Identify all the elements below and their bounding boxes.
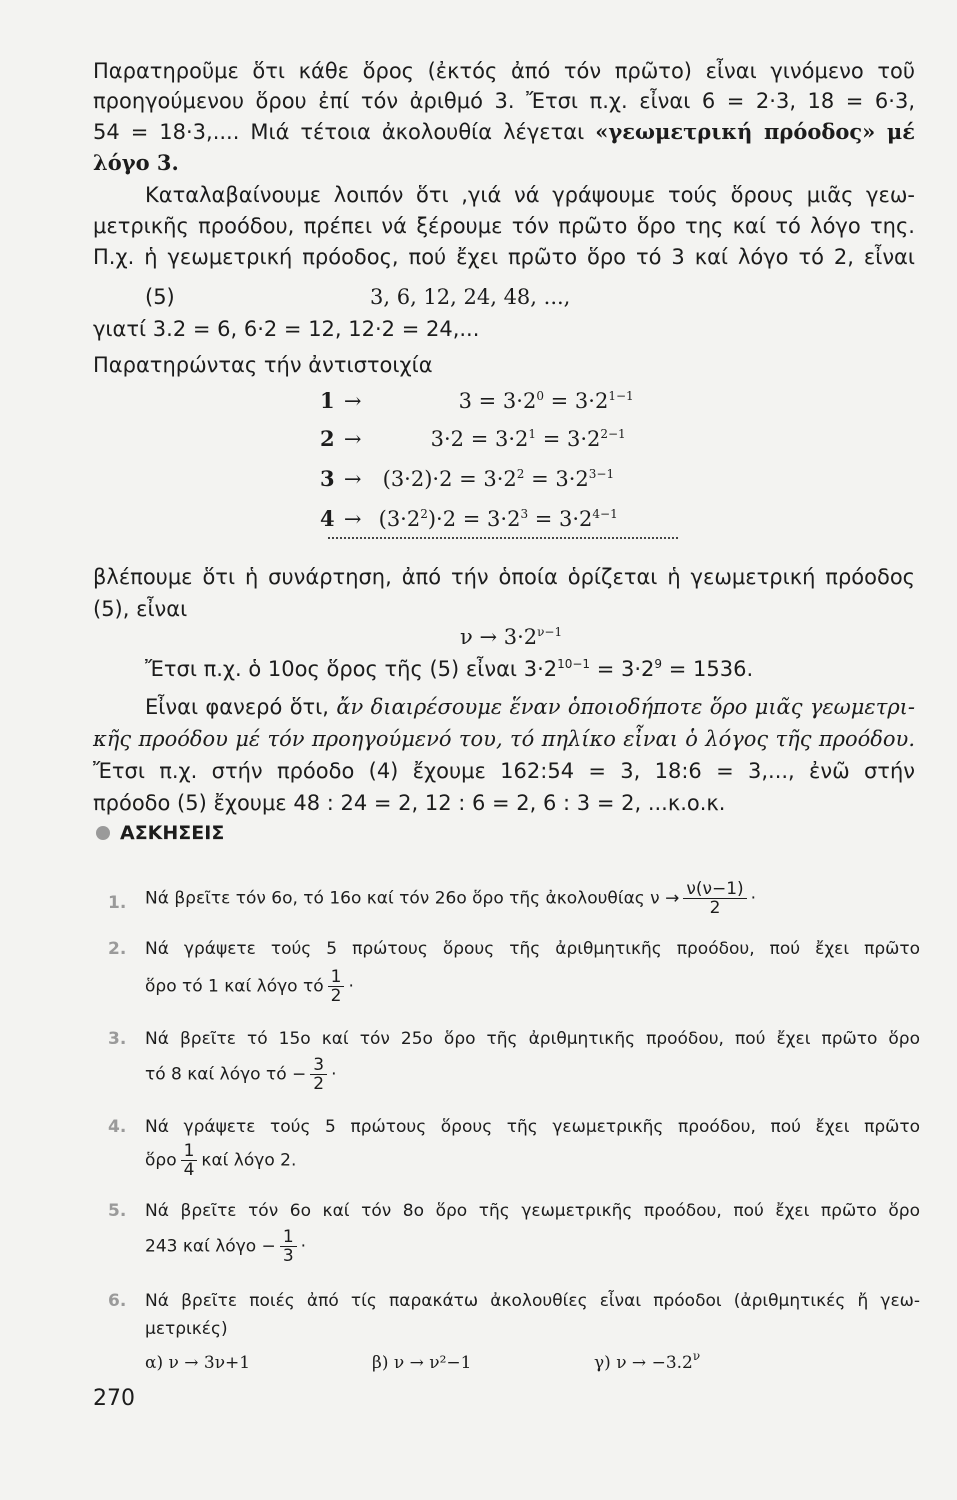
sequence-example: 3, 6, 12, 24, 48, ...,	[370, 285, 571, 309]
fraction	[280, 1228, 297, 1265]
exercise-text: τό 8 καί λόγο τό −	[145, 1064, 307, 1085]
paragraph-line: γιατί 3.2 = 6, 6·2 = 12, 12·2 = 24,...	[93, 317, 480, 341]
fraction-numerator: 1	[328, 968, 345, 987]
paragraph-line: (5), εἶναι	[93, 597, 188, 621]
paragraph-line: κῆς προόδου μέ τόν προηγούμενό του, τό πηλίκο εἶναι ὁ λόγος τῆς προόδου.	[93, 727, 915, 751]
exercise-4: Νά γράψετε τούς 5 πρώτους ὅρους τῆς γεωμετρικῆς προόδου, πού ἔχει πρῶτο	[145, 1117, 920, 1137]
paragraph-line: πρόοδο (5) ἔχουμε 48 : 24 = 2, 12 : 6 = 2, 6 : 3 = 2, ...κ.ο.κ.	[93, 791, 726, 815]
arrow-icon: →	[343, 427, 362, 451]
exponent: ν	[692, 1349, 701, 1363]
paragraph-line	[145, 692, 915, 722]
exercise-6: Νά βρεῖτε ποιές ἀπό τίς παρακάτω ἀκολουθίες εἶναι πρόοδοι (ἀριθμητικές ἤ γεω-	[145, 1291, 920, 1311]
fraction-numerator: 1	[280, 1228, 297, 1247]
exercise-number: 4.	[108, 1117, 127, 1137]
general-term-formula	[460, 622, 660, 652]
exercise-number: 1.	[108, 893, 127, 913]
exercise-text: ·	[348, 976, 354, 997]
row-index: 1	[320, 388, 335, 413]
exercise-2-cont	[145, 968, 920, 1005]
paragraph-text: = 1536.	[662, 657, 754, 681]
paragraph-line: μετρικῆς προόδου, πρέπει νά ξέρουμε τόν πρῶτο ὅρο της καί τό λόγο της.	[93, 214, 915, 238]
row-expression: = 3·2	[524, 467, 589, 491]
arrow-icon: →	[343, 467, 362, 491]
bold-term: «γεωμετρική πρόοδος» μέ	[595, 119, 916, 144]
arrow-icon: →	[343, 389, 362, 413]
correspondence-row	[320, 424, 626, 454]
row-expression: (3·2)·2 = 3·2	[382, 467, 517, 491]
fraction-denominator: 3	[282, 1246, 294, 1266]
exercise-number: 6.	[108, 1291, 127, 1311]
row-index: 3	[320, 466, 335, 491]
exponent: 1−1	[608, 389, 634, 403]
row-expression: )·2 = 3·2	[427, 507, 521, 531]
paragraph-text: 54 = 18·3,.... Μιά τέτοια ἀκολουθία λέγεται	[93, 120, 596, 144]
paragraph-text: = 3·2	[590, 657, 655, 681]
row-expression: 3·2 = 3·2	[430, 427, 529, 451]
exercise-5: Νά βρεῖτε τόν 6ο καί τόν 8ο ὅρο τῆς γεωμετρικῆς προόδου, πού ἔχει πρῶτο ὅρο	[145, 1201, 920, 1221]
exercise-3-cont	[145, 1056, 920, 1093]
exercise-text: ·	[750, 888, 757, 909]
fraction	[310, 1056, 327, 1093]
row-expression: 3 = 3·2	[458, 389, 537, 413]
equation-label: (5)	[145, 285, 175, 309]
sequence-option-b: β) ν → ν²−1	[372, 1353, 472, 1373]
exponent: 2	[420, 507, 428, 521]
dotted-separator	[328, 537, 678, 539]
exercise-text: 243 καί λόγο −	[145, 1236, 276, 1257]
exercise-text: καί λόγο 2.	[201, 1150, 297, 1171]
fraction	[683, 880, 746, 917]
exercise-2: Νά γράψετε τούς 5 πρώτους ὅρους τῆς ἀριθμητικῆς προόδου, πού ἔχει πρῶτο	[145, 939, 920, 959]
exercise-text: γ) ν → −3.2	[594, 1353, 693, 1373]
paragraph-line: Ἔτσι π.χ. στήν πρόοδο (4) ἔχουμε 162:54 = 3, 18:6 = 3,..., ἐνῶ στήν	[93, 759, 915, 783]
correspondence-row	[320, 386, 634, 416]
correspondence-row	[320, 464, 614, 494]
correspondence-row	[320, 504, 618, 534]
paragraph-text: Εἶναι φανερό ὅτι,	[145, 695, 337, 719]
row-index: 4	[320, 506, 335, 531]
paragraph-line: Π.χ. ἡ γεωμετρική πρόοδος, πού ἔχει πρῶτο ὅρο τό 3 καί λόγο τό 2, εἶναι	[93, 245, 915, 269]
exponent: 2	[516, 467, 525, 481]
exercise-5-cont	[145, 1228, 920, 1265]
exponent: 3−1	[588, 467, 615, 481]
section-heading: ΑΣΚΗΣΕΙΣ	[120, 822, 225, 844]
fraction	[181, 1142, 198, 1179]
sequence-option-a: α) ν → 3ν+1	[145, 1353, 251, 1373]
formula-text: ν → 3·2	[460, 625, 538, 649]
exercise-text: Νά βρεῖτε τόν 6ο, τό 16ο καί τόν 26ο ὅρο τῆς ἀκολουθίας ν →	[145, 888, 680, 909]
exponent: 2−1	[600, 427, 626, 441]
exercise-text: ὅρο	[145, 1150, 177, 1171]
exponent: 0	[536, 389, 544, 403]
exercise-text: ·	[300, 1236, 307, 1257]
row-index: 2	[320, 426, 335, 451]
paragraph-line: Παρατηροῦμε ὅτι κάθε ὅρος (ἐκτός ἀπό τόν πρῶτο) εἶναι γινόμενο τοῦ	[93, 59, 915, 83]
paragraph-line: Καταλαβαίνουμε λοιπόν ὅτι ,γιά νά γράψουμε τούς ὅρους μιᾶς γεω-	[145, 183, 915, 207]
exponent: 3	[520, 507, 529, 521]
fraction-numerator: 3	[310, 1056, 327, 1075]
exercise-text: ὅρο τό 1 καί λόγο τό	[145, 976, 324, 997]
sequence-option-c	[594, 1350, 814, 1376]
fraction-denominator: 4	[183, 1160, 195, 1180]
exponent: 10−1	[557, 657, 591, 671]
fraction-numerator: 1	[181, 1142, 198, 1161]
row-expression: (3·2	[378, 507, 421, 531]
paragraph-line	[93, 117, 915, 147]
fraction-denominator: 2	[330, 986, 342, 1006]
fraction-denominator: 2	[709, 898, 721, 918]
exercise-1	[145, 880, 920, 917]
exercise-text: ·	[331, 1064, 337, 1085]
fraction-numerator: ν(ν−1)	[683, 880, 746, 899]
exercise-3: Νά βρεῖτε τό 15ο καί τόν 25ο ὅρο τῆς ἀριθμητικῆς προόδου, πού ἔχει πρῶτο ὅρο	[145, 1029, 920, 1049]
paragraph-line: λόγο 3.	[93, 150, 179, 175]
exercise-number: 5.	[108, 1201, 127, 1221]
row-expression: = 3·2	[528, 507, 593, 531]
arrow-icon: →	[343, 507, 362, 531]
row-expression: = 3·2	[536, 427, 601, 451]
fraction-denominator: 2	[313, 1074, 325, 1094]
exercise-6-cont: μετρικές)	[145, 1319, 228, 1339]
paragraph-line	[145, 654, 915, 684]
paragraph-line: προηγούμενου ὅρου ἐπί τόν ἀριθμό 3. Ἔτσι π.χ. εἶναι 6 = 2·3, 18 = 6·3,	[93, 89, 915, 113]
exercise-4-cont	[145, 1142, 920, 1179]
exponent: ν−1	[537, 625, 563, 639]
paragraph-line: Παρατηρώντας τήν ἀντιστοιχία	[93, 353, 433, 377]
page-number: 270	[93, 1386, 135, 1411]
exercise-number: 3.	[108, 1029, 127, 1049]
exponent: 9	[654, 657, 663, 671]
fraction	[328, 968, 345, 1005]
exponent: 1	[528, 427, 537, 441]
italic-rule: ἄν διαιρέσουμε ἕναν ὁποιοδήποτε ὅρο μιᾶς γεωμετρι-	[336, 695, 915, 719]
section-bullet-icon	[96, 826, 110, 840]
row-expression: = 3·2	[543, 389, 609, 413]
paragraph-text: Ἔτσι π.χ. ὁ 10ος ὅρος τῆς (5) εἶναι 3·2	[145, 657, 558, 681]
exponent: 4−1	[592, 507, 618, 521]
paragraph-line: βλέπουμε ὅτι ἡ συνάρτηση, ἀπό τήν ὁποία ὁρίζεται ἡ γεωμετρική πρόοδος	[93, 565, 915, 589]
exercise-number: 2.	[108, 939, 127, 959]
